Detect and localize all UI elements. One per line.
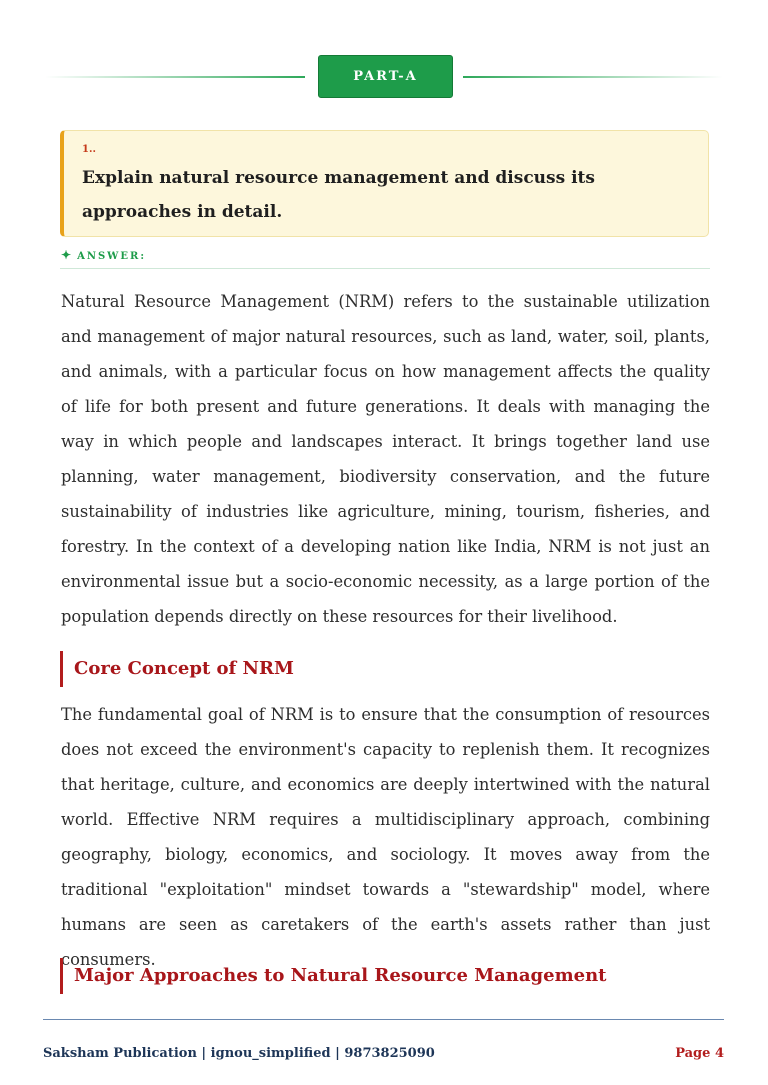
answer-divider: [60, 268, 710, 269]
question-box: [60, 130, 709, 237]
header-divider-right: [463, 76, 723, 78]
answer-label-row: [61, 248, 146, 262]
sparkle-icon: ✦: [61, 248, 74, 262]
answer-label: ANSWER:: [77, 251, 147, 262]
section-heading-core-concept: Core Concept of NRM: [60, 651, 294, 687]
part-header: [45, 55, 723, 98]
section-heading-major-approaches: Major Approaches to Natural Resource Management: [60, 958, 606, 994]
footer-publisher: Saksham Publication | ignou_simplified | 9873825090: [43, 1046, 435, 1061]
part-label: PART-A: [318, 55, 453, 98]
footer-divider: [43, 1019, 724, 1020]
answer-paragraph-core-concept: The fundamental goal of NRM is to ensure that the consumption of resources does not exceed the environment's capacity to replenish them. It recognizes that heritage, culture, and economics are deeply intertwined with the natural world. Effective NRM requires a multidisciplinary approach, combining geography, biology, economics, and sociology. It moves away from the traditional "exploitation" mindset towards a "stewardship" model, where humans are seen as caretakers of the earth's assets rather than just consumers.: [61, 705, 710, 969]
header-divider-left: [45, 76, 305, 78]
question-number: 1..: [82, 144, 96, 155]
answer-paragraph-intro: Natural Resource Management (NRM) refers to the sustainable utilization and management of major natural resources, such as land, water, soil, plants, and animals, with a particular focus on how management affects the quality of life for both present and future generations. It deals with managing the way in which people and landscapes interact. It brings together land use planning, water management, biodiversity conservation, and the future sustainability of industries like agriculture, mining, tourism, fisheries, and forestry. In the context of a developing nation like India, NRM is not just an environmental issue but a socio-economic necessity, as a large portion of the population depends directly on these resources for their livelihood.: [61, 292, 710, 626]
question-text: Explain natural resource management and discuss its approaches in detail.: [82, 168, 595, 222]
page-number: Page 4: [675, 1046, 724, 1061]
